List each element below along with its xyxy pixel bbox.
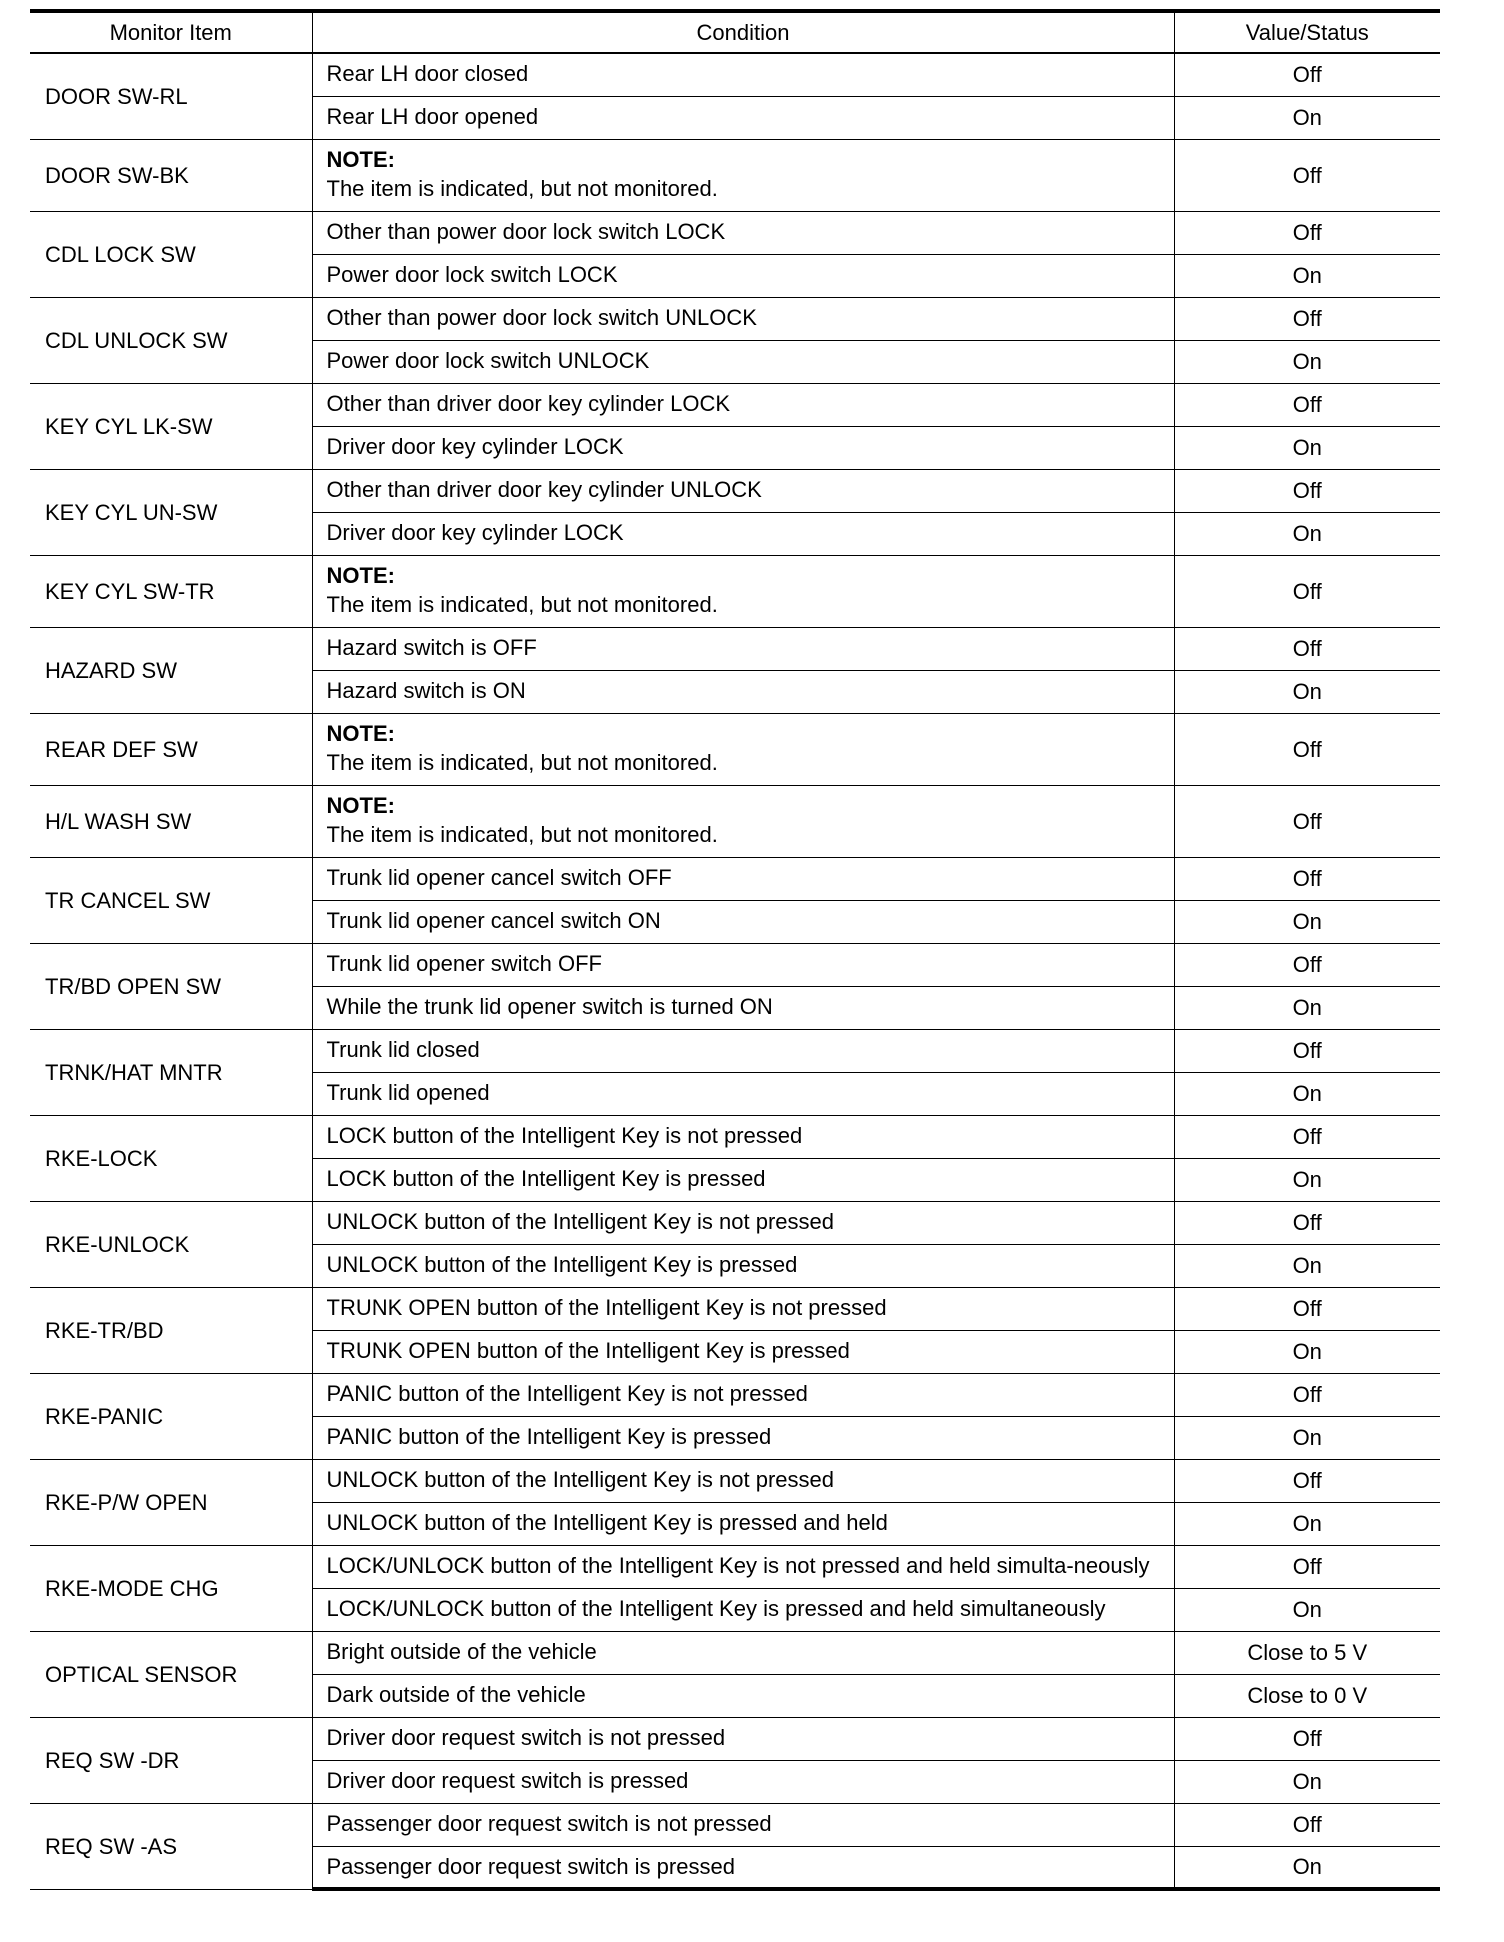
table-row: [30, 139, 1440, 211]
table-row: [30, 1803, 1440, 1846]
condition-cell: Trunk lid opener cancel switch ON: [312, 900, 1174, 943]
table-row: [30, 1459, 1440, 1502]
value-status-cell: On: [1174, 986, 1440, 1029]
condition-cell: UNLOCK button of the Intelligent Key is pressed and held: [312, 1502, 1174, 1545]
value-status-cell: Off: [1174, 469, 1440, 512]
table-row: [30, 53, 1440, 96]
condition-cell: PANIC button of the Intelligent Key is pressed: [312, 1416, 1174, 1459]
value-status-cell: On: [1174, 96, 1440, 139]
note-label: NOTE:: [326, 562, 395, 588]
value-status-cell: Off: [1174, 297, 1440, 340]
note-label: NOTE:: [326, 792, 395, 818]
condition-cell: UNLOCK button of the Intelligent Key is not pressed: [312, 1459, 1174, 1502]
value-status-cell: On: [1174, 426, 1440, 469]
table-row: [30, 1115, 1440, 1158]
condition-cell: TRUNK OPEN button of the Intelligent Key is not pressed: [312, 1287, 1174, 1330]
value-status-cell: Off: [1174, 1717, 1440, 1760]
condition-cell: Driver door request switch is not pressed: [312, 1717, 1174, 1760]
condition-cell: [312, 139, 1174, 211]
note-text: The item is indicated, but not monitored.: [326, 591, 718, 617]
condition-cell: Trunk lid opener switch OFF: [312, 943, 1174, 986]
condition-cell: Power door lock switch LOCK: [312, 254, 1174, 297]
condition-cell: [312, 785, 1174, 857]
value-status-cell: On: [1174, 1846, 1440, 1889]
table-row: [30, 857, 1440, 900]
value-status-cell: Off: [1174, 627, 1440, 670]
table-header: [30, 11, 1440, 53]
condition-cell: Bright outside of the vehicle: [312, 1631, 1174, 1674]
value-status-cell: Off: [1174, 211, 1440, 254]
condition-cell: TRUNK OPEN button of the Intelligent Key is pressed: [312, 1330, 1174, 1373]
condition-cell: Other than power door lock switch UNLOCK: [312, 297, 1174, 340]
monitor-item-cell: OPTICAL SENSOR: [30, 1631, 312, 1717]
monitor-item-cell: KEY CYL LK-SW: [30, 383, 312, 469]
monitor-item-table: [30, 9, 1440, 1891]
value-status-cell: Off: [1174, 383, 1440, 426]
value-status-cell: Off: [1174, 1115, 1440, 1158]
condition-cell: Power door lock switch UNLOCK: [312, 340, 1174, 383]
value-status-cell: Off: [1174, 1201, 1440, 1244]
monitor-item-cell: CDL UNLOCK SW: [30, 297, 312, 383]
condition-cell: Hazard switch is ON: [312, 670, 1174, 713]
value-status-cell: Off: [1174, 555, 1440, 627]
condition-cell: LOCK button of the Intelligent Key is not pressed: [312, 1115, 1174, 1158]
condition-cell: Trunk lid opened: [312, 1072, 1174, 1115]
table-row: [30, 785, 1440, 857]
condition-cell: Rear LH door closed: [312, 53, 1174, 96]
table-row: [30, 555, 1440, 627]
value-status-cell: Off: [1174, 1803, 1440, 1846]
monitor-item-cell: RKE-MODE CHG: [30, 1545, 312, 1631]
monitor-item-cell: DOOR SW-BK: [30, 139, 312, 211]
condition-cell: LOCK/UNLOCK button of the Intelligent Key is not pressed and held simulta-neously: [312, 1545, 1174, 1588]
condition-cell: PANIC button of the Intelligent Key is not pressed: [312, 1373, 1174, 1416]
table-row: [30, 383, 1440, 426]
value-status-cell: Off: [1174, 53, 1440, 96]
value-status-cell: On: [1174, 1330, 1440, 1373]
value-status-cell: Close to 0 V: [1174, 1674, 1440, 1717]
table-row: [30, 1631, 1440, 1674]
note-text: The item is indicated, but not monitored.: [326, 175, 718, 201]
note-label: NOTE:: [326, 720, 395, 746]
value-status-cell: Off: [1174, 1373, 1440, 1416]
condition-cell: Rear LH door opened: [312, 96, 1174, 139]
column-header-value-status: Value/Status: [1174, 11, 1440, 53]
table-row: [30, 1029, 1440, 1072]
monitor-item-cell: KEY CYL UN-SW: [30, 469, 312, 555]
header-row: [30, 11, 1440, 53]
condition-cell: Hazard switch is OFF: [312, 627, 1174, 670]
condition-cell: LOCK button of the Intelligent Key is pressed: [312, 1158, 1174, 1201]
table-row: [30, 469, 1440, 512]
monitor-item-cell: RKE-TR/BD: [30, 1287, 312, 1373]
monitor-item-cell: TR/BD OPEN SW: [30, 943, 312, 1029]
value-status-cell: On: [1174, 1244, 1440, 1287]
table-row: [30, 211, 1440, 254]
condition-cell: Passenger door request switch is not pressed: [312, 1803, 1174, 1846]
monitor-item-cell: REAR DEF SW: [30, 713, 312, 785]
value-status-cell: On: [1174, 1072, 1440, 1115]
monitor-item-cell: RKE-LOCK: [30, 1115, 312, 1201]
condition-cell: Other than driver door key cylinder LOCK: [312, 383, 1174, 426]
value-status-cell: On: [1174, 1760, 1440, 1803]
value-status-cell: On: [1174, 670, 1440, 713]
value-status-cell: On: [1174, 1158, 1440, 1201]
table-row: [30, 1717, 1440, 1760]
condition-cell: Driver door key cylinder LOCK: [312, 512, 1174, 555]
value-status-cell: Off: [1174, 713, 1440, 785]
monitor-item-cell: TR CANCEL SW: [30, 857, 312, 943]
column-header-condition: Condition: [312, 11, 1174, 53]
monitor-item-cell: KEY CYL SW-TR: [30, 555, 312, 627]
condition-cell: Driver door key cylinder LOCK: [312, 426, 1174, 469]
value-status-cell: Off: [1174, 139, 1440, 211]
condition-cell: [312, 555, 1174, 627]
condition-cell: Trunk lid closed: [312, 1029, 1174, 1072]
note-text: The item is indicated, but not monitored.: [326, 749, 718, 775]
note-text: The item is indicated, but not monitored.: [326, 821, 718, 847]
table-row: [30, 943, 1440, 986]
monitor-item-cell: CDL LOCK SW: [30, 211, 312, 297]
monitor-item-cell: HAZARD SW: [30, 627, 312, 713]
monitor-item-cell: DOOR SW-RL: [30, 53, 312, 139]
value-status-cell: Off: [1174, 857, 1440, 900]
condition-cell: Passenger door request switch is pressed: [312, 1846, 1174, 1889]
table-row: [30, 297, 1440, 340]
value-status-cell: Off: [1174, 1029, 1440, 1072]
table-body: [30, 53, 1440, 1889]
value-status-cell: On: [1174, 512, 1440, 555]
monitor-item-cell: REQ SW -DR: [30, 1717, 312, 1803]
monitor-item-cell: H/L WASH SW: [30, 785, 312, 857]
condition-cell: UNLOCK button of the Intelligent Key is not pressed: [312, 1201, 1174, 1244]
condition-cell: Trunk lid opener cancel switch OFF: [312, 857, 1174, 900]
value-status-cell: On: [1174, 1588, 1440, 1631]
value-status-cell: On: [1174, 900, 1440, 943]
monitor-item-cell: TRNK/HAT MNTR: [30, 1029, 312, 1115]
condition-cell: Driver door request switch is pressed: [312, 1760, 1174, 1803]
table-row: [30, 1373, 1440, 1416]
table-row: [30, 627, 1440, 670]
condition-cell: Other than driver door key cylinder UNLOCK: [312, 469, 1174, 512]
value-status-cell: Off: [1174, 943, 1440, 986]
value-status-cell: On: [1174, 1502, 1440, 1545]
monitor-item-cell: REQ SW -AS: [30, 1803, 312, 1889]
monitor-item-cell: RKE-P/W OPEN: [30, 1459, 312, 1545]
condition-cell: UNLOCK button of the Intelligent Key is pressed: [312, 1244, 1174, 1287]
table-row: [30, 1545, 1440, 1588]
value-status-cell: Off: [1174, 1459, 1440, 1502]
value-status-cell: Close to 5 V: [1174, 1631, 1440, 1674]
condition-cell: LOCK/UNLOCK button of the Intelligent Key is pressed and held simultaneously: [312, 1588, 1174, 1631]
table-row: [30, 1201, 1440, 1244]
table-row: [30, 713, 1440, 785]
value-status-cell: On: [1174, 340, 1440, 383]
condition-cell: [312, 713, 1174, 785]
value-status-cell: Off: [1174, 1287, 1440, 1330]
column-header-monitor-item: Monitor Item: [30, 11, 312, 53]
condition-cell: While the trunk lid opener switch is turned ON: [312, 986, 1174, 1029]
value-status-cell: On: [1174, 254, 1440, 297]
table-row: [30, 1287, 1440, 1330]
condition-cell: Other than power door lock switch LOCK: [312, 211, 1174, 254]
note-label: NOTE:: [326, 146, 395, 172]
monitor-item-cell: RKE-PANIC: [30, 1373, 312, 1459]
value-status-cell: Off: [1174, 785, 1440, 857]
monitor-item-cell: RKE-UNLOCK: [30, 1201, 312, 1287]
value-status-cell: Off: [1174, 1545, 1440, 1588]
value-status-cell: On: [1174, 1416, 1440, 1459]
condition-cell: Dark outside of the vehicle: [312, 1674, 1174, 1717]
document-page: [30, 9, 1440, 1891]
